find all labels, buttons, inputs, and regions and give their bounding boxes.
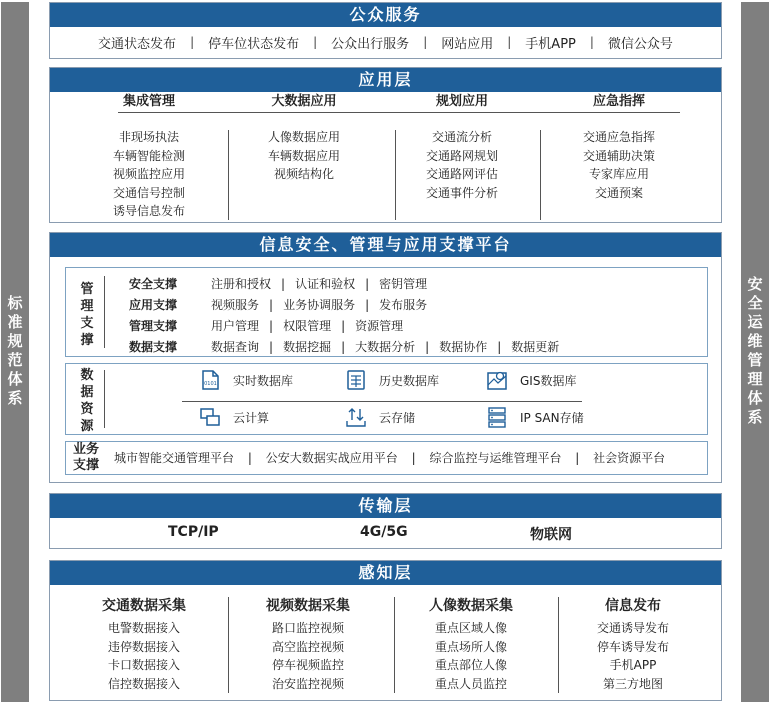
separator: | xyxy=(281,277,286,291)
app-item: 交通路网评估 xyxy=(425,167,498,181)
separator: | xyxy=(575,451,580,465)
management-row-item: 发布服务 xyxy=(379,298,428,312)
sensing-column-head: 信息发布 xyxy=(605,598,661,614)
management-support-label: 管理支撑 xyxy=(80,282,94,348)
sensing-item: 重点人员监控 xyxy=(434,676,507,691)
app-column-planning xyxy=(392,92,532,202)
sensing-layer-panel xyxy=(49,560,722,701)
app-item: 交通信号控制 xyxy=(112,185,185,200)
ip-san-label: IP SAN存储 xyxy=(520,410,584,425)
public-service-item: 微信公众号 xyxy=(607,36,673,52)
security-ops-system-label: 安全运维管理体系 xyxy=(745,276,764,428)
public-service-item: 手机APP xyxy=(525,36,576,52)
separator: | xyxy=(269,340,274,354)
management-row-item: 资源管理 xyxy=(355,319,404,333)
cloud-storage-item xyxy=(345,406,415,428)
sensing-item: 卡口数据接入 xyxy=(107,658,180,672)
public-service-title: 公众服务 xyxy=(50,3,721,27)
separator: | xyxy=(507,35,512,49)
app-item: 交通路网规划 xyxy=(425,148,498,163)
sensing-item: 第三方地图 xyxy=(602,676,663,691)
svg-text:0101: 0101 xyxy=(204,381,217,387)
label-divider xyxy=(104,370,105,428)
sensing-item: 路口监控视频 xyxy=(271,621,344,635)
management-row-item: 视频服务 xyxy=(211,298,260,312)
application-layer-title: 应用层 xyxy=(50,68,721,92)
computer-icon xyxy=(199,406,221,428)
management-row xyxy=(129,295,427,316)
cloud-compute-item xyxy=(199,406,269,428)
separator: | xyxy=(269,298,274,312)
sensing-item: 高空监控视频 xyxy=(271,639,344,654)
gis-db-item xyxy=(486,369,576,391)
transport-layer-panel xyxy=(49,493,722,549)
app-column-integrated-mgmt xyxy=(79,92,219,221)
sensing-item: 交通诱导发布 xyxy=(596,621,669,635)
business-support-items xyxy=(114,442,665,474)
separator: | xyxy=(411,451,416,465)
management-support-box xyxy=(65,267,708,357)
public-service-item: 交通状态发布 xyxy=(98,36,177,52)
sensing-column-publish xyxy=(553,595,713,693)
sensing-columns xyxy=(50,585,721,700)
resources-rule xyxy=(182,401,582,402)
transport-item: 物联网 xyxy=(530,527,572,543)
sensing-item: 重点区域人像 xyxy=(434,621,507,635)
public-service-panel xyxy=(49,2,722,59)
standards-system-bar xyxy=(1,2,29,702)
app-item: 交通事件分析 xyxy=(425,185,498,200)
sensing-item: 停车诱导发布 xyxy=(596,639,669,654)
column-divider xyxy=(540,130,541,220)
app-item: 专家库应用 xyxy=(588,167,649,181)
app-column-big-data xyxy=(234,92,374,184)
separator: | xyxy=(190,35,195,49)
separator: | xyxy=(365,277,370,291)
application-columns xyxy=(50,92,721,217)
separator: | xyxy=(269,319,274,333)
sensing-item: 重点部位人像 xyxy=(434,658,507,672)
management-row-item: 数据查询 xyxy=(211,340,260,354)
realtime-db-item xyxy=(199,369,293,391)
ip-san-item xyxy=(486,406,584,428)
management-row-item: 业务协调服务 xyxy=(283,298,356,312)
app-item: 车辆数据应用 xyxy=(267,148,340,163)
sensing-layer-title: 感知层 xyxy=(50,561,721,585)
management-row-item: 数据协作 xyxy=(439,340,488,354)
separator: | xyxy=(365,298,370,312)
public-service-items xyxy=(50,27,721,57)
history-db-item xyxy=(345,369,439,391)
management-row xyxy=(129,337,559,358)
public-service-item: 网站应用 xyxy=(441,36,494,52)
business-support-box xyxy=(65,441,708,475)
transport-item: TCP/IP xyxy=(168,524,219,540)
app-column-head: 应急指挥 xyxy=(592,94,645,109)
transport-item: 4G/5G xyxy=(360,524,408,540)
separator: | xyxy=(425,340,430,354)
data-resources-box xyxy=(65,363,708,435)
sensing-column-head: 人像数据采集 xyxy=(429,598,513,614)
label-divider xyxy=(104,276,105,348)
sensing-item: 手机APP xyxy=(609,658,657,672)
sensing-column-traffic xyxy=(64,595,224,693)
app-item: 非现场执法 xyxy=(118,130,179,144)
business-item: 社会资源平台 xyxy=(593,451,666,465)
app-column-head: 集成管理 xyxy=(122,94,175,109)
document-icon xyxy=(199,369,221,391)
platform-panel xyxy=(49,232,722,483)
column-divider xyxy=(228,130,229,220)
sensing-item: 停车视频监控 xyxy=(271,658,344,672)
separator: | xyxy=(423,35,428,49)
sensing-item: 治安监控视频 xyxy=(271,676,344,691)
management-row xyxy=(129,316,403,337)
app-item: 交通应急指挥 xyxy=(582,130,655,144)
transport-items xyxy=(50,518,721,548)
map-pin-icon xyxy=(486,369,508,391)
management-row-item: 权限管理 xyxy=(283,319,332,333)
sensing-item: 违停数据接入 xyxy=(107,639,180,654)
app-item: 视频监控应用 xyxy=(112,167,185,181)
platform-title: 信息安全、管理与应用支撑平台 xyxy=(50,233,721,257)
data-resources-label: 数据资源 xyxy=(80,368,94,434)
upload-download-icon xyxy=(345,406,367,428)
management-row-item: 注册和授权 xyxy=(211,277,272,291)
management-row-item: 数据挖掘 xyxy=(283,340,332,354)
separator: | xyxy=(247,451,252,465)
sensing-item: 电警数据接入 xyxy=(107,621,180,635)
sensing-item: 信控数据接入 xyxy=(107,676,180,691)
business-item: 公安大数据实战应用平台 xyxy=(265,451,398,465)
app-item: 人像数据应用 xyxy=(267,130,340,144)
management-row-key: 应用支撑 xyxy=(129,298,178,312)
management-row-key: 安全支撑 xyxy=(129,277,178,291)
sensing-column-portrait xyxy=(391,595,551,693)
separator: | xyxy=(341,319,346,333)
management-row-item: 大数据分析 xyxy=(355,340,416,354)
app-column-head: 大数据应用 xyxy=(271,94,337,109)
app-item: 交通预案 xyxy=(594,185,643,200)
app-column-emergency xyxy=(549,92,689,202)
management-row-key: 管理支撑 xyxy=(129,319,178,333)
business-support-label: 业务支撑 xyxy=(72,442,99,473)
sensing-column-video xyxy=(228,595,388,693)
gis-db-label: GIS数据库 xyxy=(520,373,577,388)
separator: | xyxy=(341,340,346,354)
separator: | xyxy=(497,340,502,354)
management-row-item: 密钥管理 xyxy=(379,277,428,291)
app-item: 交通流分析 xyxy=(431,130,492,144)
management-row-item: 用户管理 xyxy=(211,319,260,333)
cloud-compute-label: 云计算 xyxy=(233,410,270,425)
management-row-item: 数据更新 xyxy=(511,340,560,354)
security-ops-system-bar xyxy=(741,2,769,702)
management-row xyxy=(129,274,427,295)
realtime-db-label: 实时数据库 xyxy=(233,373,294,388)
separator: | xyxy=(313,35,318,49)
cloud-storage-label: 云存储 xyxy=(379,410,416,425)
management-row-key: 数据支撑 xyxy=(129,340,178,354)
app-item: 车辆智能检测 xyxy=(112,148,185,163)
app-item: 交通辅助决策 xyxy=(582,148,655,163)
business-item: 城市智能交通管理平台 xyxy=(114,451,235,465)
transport-layer-title: 传输层 xyxy=(50,494,721,518)
separator: | xyxy=(589,35,594,49)
application-layer-panel xyxy=(49,67,722,223)
standards-system-label: 标准规范体系 xyxy=(5,295,24,409)
server-icon xyxy=(486,406,508,428)
history-db-label: 历史数据库 xyxy=(379,373,440,388)
spreadsheet-icon xyxy=(345,369,367,391)
public-service-item: 公众出行服务 xyxy=(331,36,410,52)
sensing-column-head: 视频数据采集 xyxy=(266,598,350,614)
sensing-item: 重点场所人像 xyxy=(434,639,507,654)
app-item: 诱导信息发布 xyxy=(112,204,185,218)
business-item: 综合监控与运维管理平台 xyxy=(429,451,562,465)
public-service-item: 停车位状态发布 xyxy=(208,36,300,52)
sensing-column-head: 交通数据采集 xyxy=(102,598,186,614)
app-item: 视频结构化 xyxy=(273,167,334,181)
app-column-head: 规划应用 xyxy=(435,94,488,109)
management-row-item: 认证和验权 xyxy=(295,277,356,291)
